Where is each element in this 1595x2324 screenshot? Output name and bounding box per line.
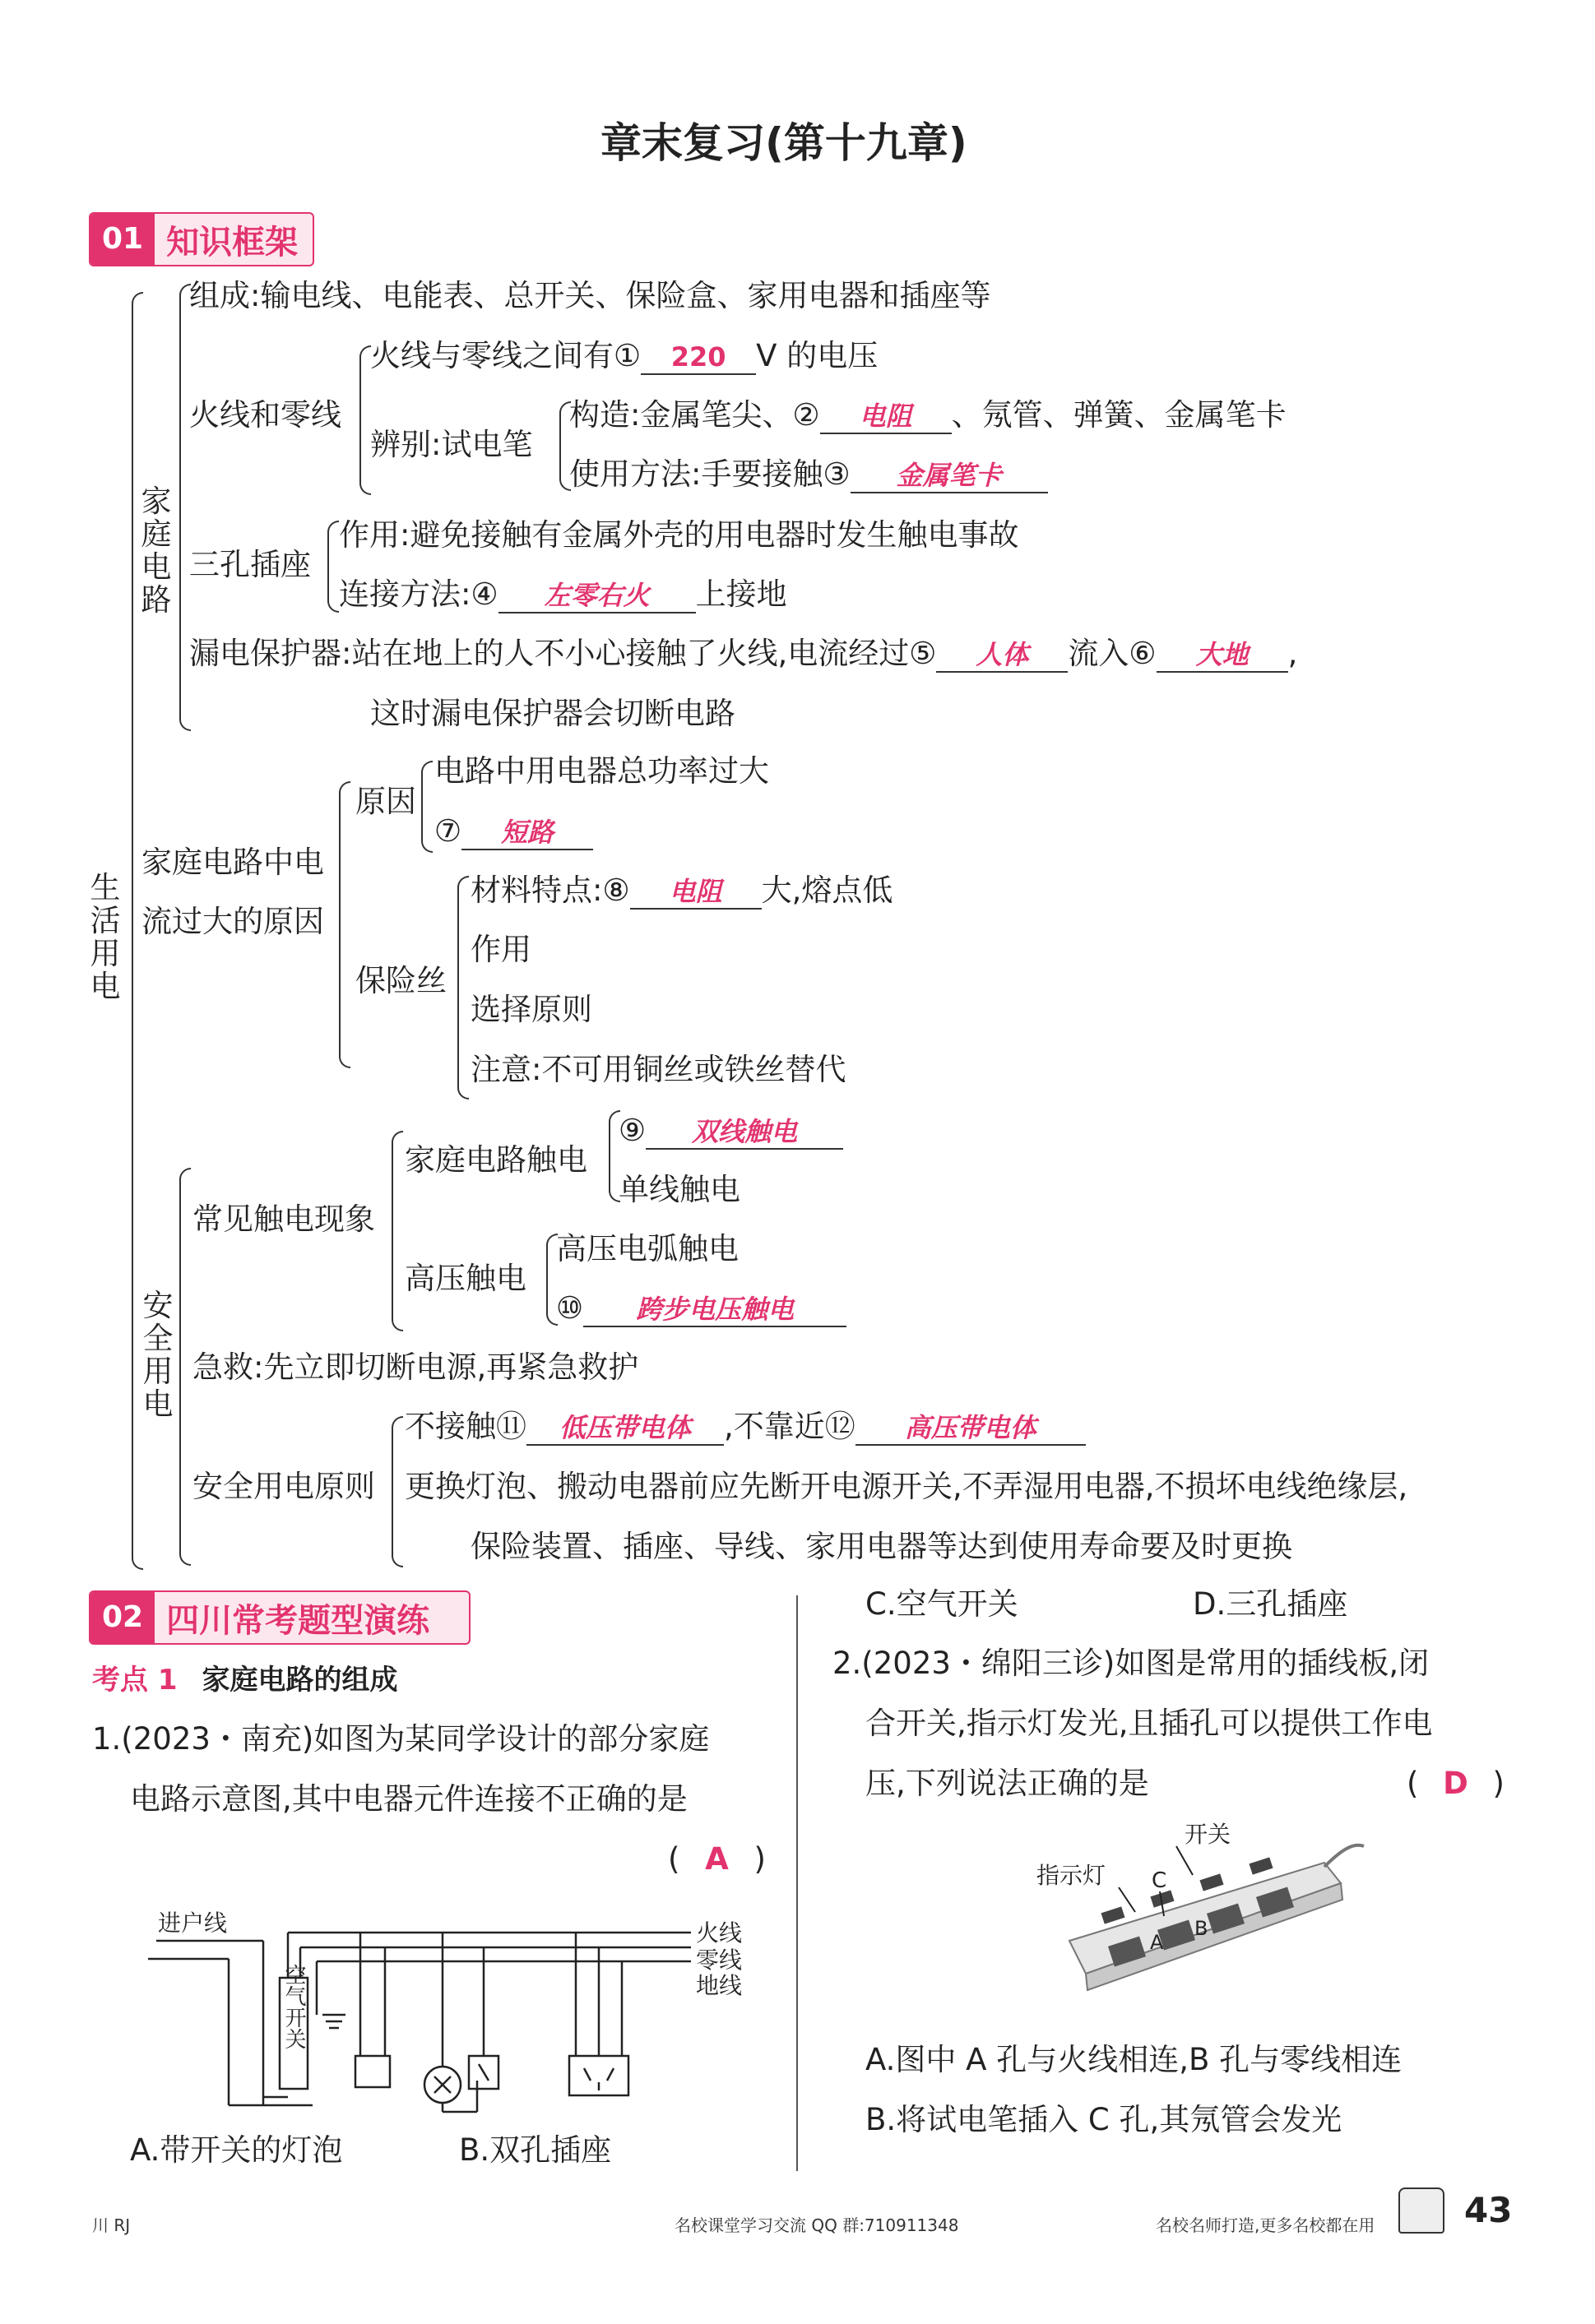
- q2-answer: [1407, 1765, 1505, 1803]
- q2-option-a[interactable]: A.图中 A 孔与火线相连,B 孔与零线相连: [865, 2042, 1403, 2077]
- page-title: 章末复习(第十九章): [600, 119, 967, 167]
- home-shock-1-prefix: ⑨: [619, 1113, 647, 1148]
- answer-blank-4: 左零右火: [498, 579, 696, 613]
- identify-label: 辨别:试电笔: [370, 427, 533, 462]
- q1-line-2: 电路示意图,其中电器元件连接不正确的是: [130, 1781, 688, 1817]
- inlet-label: 进户线: [158, 1910, 228, 1937]
- structure-suffix: 、氖管、弹簧、金属笔卡: [951, 397, 1287, 433]
- q1-option-b[interactable]: B.双孔插座: [459, 2132, 612, 2168]
- q1-option-a[interactable]: A.带开关的灯泡: [130, 2132, 343, 2168]
- principle-3: 保险装置、插座、导线、家用电器等达到使用寿命要及时更换: [471, 1529, 1292, 1564]
- cause-1: 电路中用电器总功率过大: [434, 753, 769, 789]
- home-circuit-label: 家庭电路: [141, 484, 172, 618]
- answer-blank-12: 高压带电体: [855, 1411, 1086, 1446]
- principle-brace: [392, 1416, 403, 1567]
- answer-blank-11: 低压带电体: [526, 1411, 724, 1446]
- section-header-practice: [89, 1590, 471, 1645]
- structure-line: [569, 396, 1287, 434]
- paren-right: ): [753, 1841, 766, 1877]
- connect-suffix: 上接地: [695, 576, 787, 612]
- principle-1-prefix: 不接触⑪: [405, 1409, 526, 1444]
- switch-label: 开关: [1185, 1821, 1231, 1848]
- column-divider: [796, 1595, 798, 2171]
- cause-2-prefix: ⑦: [434, 813, 462, 849]
- hole-a-label: A: [1150, 1931, 1164, 1954]
- voltage-suffix: V 的电压: [756, 338, 879, 373]
- answer-blank-10: 跨步电压触电: [583, 1293, 846, 1327]
- hole-c-label: C: [1152, 1868, 1167, 1893]
- principle-2: 更换灯泡、搬动电器前应先断开电源开关,不弄湿用电器,不损坏电线绝缘层,: [405, 1469, 1408, 1504]
- q1-option-d[interactable]: D.三孔插座: [1193, 1586, 1348, 1622]
- answer-blank-7: 短路: [461, 816, 593, 850]
- fuse-1-prefix: 材料特点:⑧: [471, 873, 630, 908]
- voltage-prefix: 火线与零线之间有①: [370, 338, 642, 373]
- paren-left: (: [1407, 1766, 1419, 1801]
- cause-label: 原因: [355, 784, 416, 819]
- answer-blank-3: 金属笔卡: [851, 459, 1048, 493]
- home-shock-2: 单线触电: [619, 1172, 740, 1207]
- q1-option-c[interactable]: C.空气开关: [865, 1586, 1018, 1622]
- hv-shock-2: [556, 1289, 846, 1327]
- fire-zero-brace: [359, 345, 371, 495]
- footer-left: 川 RJ: [92, 2215, 131, 2235]
- section-label: 知识框架: [166, 223, 299, 262]
- zero-line-label: 零线: [696, 1947, 743, 1974]
- point-1-title: 家庭电路的组成: [202, 1664, 398, 1697]
- logo-icon: [1398, 2187, 1444, 2234]
- principle-1: [405, 1408, 1086, 1446]
- overcurrent-label-2: 流过大的原因: [141, 904, 324, 939]
- hv-shock-1: 高压电弧触电: [556, 1231, 739, 1266]
- fuse-3: 选择原则: [471, 992, 592, 1027]
- root-label: 生活用电: [90, 870, 121, 1004]
- q2-line-1: 2.(2023・绵阳三诊)如图是常用的插线板,闭: [832, 1646, 1430, 1681]
- connect-prefix: 连接方法:④: [339, 576, 498, 612]
- footer-center: 名校课堂学习交流 QQ 群:710911348: [675, 2215, 959, 2235]
- point-1-line: [92, 1661, 398, 1699]
- paren-left: (: [668, 1841, 680, 1877]
- home-shock-1: [619, 1112, 843, 1150]
- answer-blank-5: 人体: [936, 638, 1068, 673]
- leak-end: ,: [1287, 636, 1298, 671]
- indicator-label: 指示灯: [1036, 1862, 1106, 1889]
- fuse-1-suffix: 大,熔点低: [761, 873, 893, 908]
- fire-zero-label: 火线和零线: [189, 397, 341, 433]
- home-shock-label: 家庭电路触电: [405, 1142, 587, 1178]
- first-aid: 急救:先立即切断电源,再紧急救护: [192, 1349, 639, 1385]
- hv-shock-label: 高压触电: [405, 1261, 526, 1296]
- hv-shock-2-prefix: ⑩: [556, 1290, 584, 1326]
- leak-prefix: 漏电保护器:站在地上的人不小心接触了火线,电流经过⑤: [189, 636, 937, 671]
- fuse-1: [471, 872, 893, 910]
- fuse-brace: [457, 876, 469, 1100]
- answer-blank-9: 双线触电: [646, 1115, 843, 1150]
- overcurrent-label-1: 家庭电路中电: [141, 845, 324, 880]
- fuse-4: 注意:不可用铜丝或铁丝替代: [471, 1052, 846, 1087]
- principle-label: 安全用电原则: [192, 1469, 375, 1504]
- point-1-tag: 考点 1: [92, 1664, 178, 1697]
- socket-function: 作用:避免接触有金属外壳的用电器时发生触电事故: [339, 517, 1019, 553]
- answer-blank-6: 大地: [1157, 638, 1288, 673]
- q2-line-2: 合开关,指示灯发光,且插孔可以提供工作电: [865, 1706, 1433, 1741]
- answer-blank-1: 220: [641, 340, 756, 375]
- section-number: 02: [90, 1592, 155, 1643]
- breaker-label: 空气开关: [281, 1964, 306, 2049]
- common-shock-label: 常见触电现象: [192, 1201, 375, 1237]
- fuse-2: 作用: [471, 932, 531, 967]
- ground-line-label: 地线: [696, 1972, 743, 1999]
- leak-middle: 流入⑥: [1068, 636, 1157, 671]
- q2-answer-value: D: [1443, 1766, 1468, 1801]
- structure-prefix: 构造:金属笔尖、②: [569, 397, 820, 433]
- q2-line-3: 压,下列说法正确的是: [865, 1766, 1149, 1801]
- page-number: 43: [1464, 2190, 1513, 2230]
- usage-line: [569, 456, 1048, 493]
- common-shock-brace: [392, 1131, 403, 1331]
- usage-prefix: 使用方法:手要接触③: [569, 456, 851, 492]
- section-header-knowledge: [89, 212, 314, 266]
- overcurrent-brace: [339, 781, 350, 1068]
- fire-line-label: 火线: [696, 1919, 743, 1947]
- safety-brace: [179, 1168, 191, 1566]
- q2-option-b[interactable]: B.将试电笔插入 C 孔,其氖管会发光: [865, 2102, 1342, 2137]
- three-hole-label: 三孔插座: [189, 547, 311, 582]
- section-label: 四川常考题型演练: [166, 1601, 430, 1640]
- q1-line-1: 1.(2023・南充)如图为某同学设计的部分家庭: [92, 1721, 710, 1757]
- leak-line: [189, 635, 1297, 673]
- paren-right: ): [1492, 1766, 1505, 1801]
- hole-b-label: B: [1194, 1917, 1208, 1940]
- answer-blank-8: 电阻: [630, 875, 762, 910]
- safety-label: 安全用电: [142, 1288, 174, 1422]
- q1-answer-value: A: [705, 1841, 729, 1877]
- circuit-diagram: [140, 1900, 765, 2122]
- connect-line: [339, 576, 787, 613]
- composition-text: 组成:输电线、电能表、总开关、保险盒、家用电器和插座等: [189, 278, 991, 313]
- section-number: 01: [90, 214, 155, 265]
- principle-1-middle: ,不靠近⑫: [724, 1409, 855, 1444]
- cause-brace: [421, 761, 433, 853]
- cause-2: [434, 812, 593, 850]
- power-strip-figure: [1020, 1817, 1365, 2015]
- answer-blank-2: 电阻: [820, 400, 952, 434]
- fuse-label: 保险丝: [355, 963, 447, 998]
- footer-right: 名校名师打造,更多名校都在用: [1156, 2215, 1375, 2235]
- q1-answer: [668, 1840, 766, 1878]
- voltage-line: [370, 337, 878, 375]
- three-hole-brace: [327, 521, 339, 613]
- leak-line-2: 这时漏电保护器会切断电路: [370, 696, 735, 731]
